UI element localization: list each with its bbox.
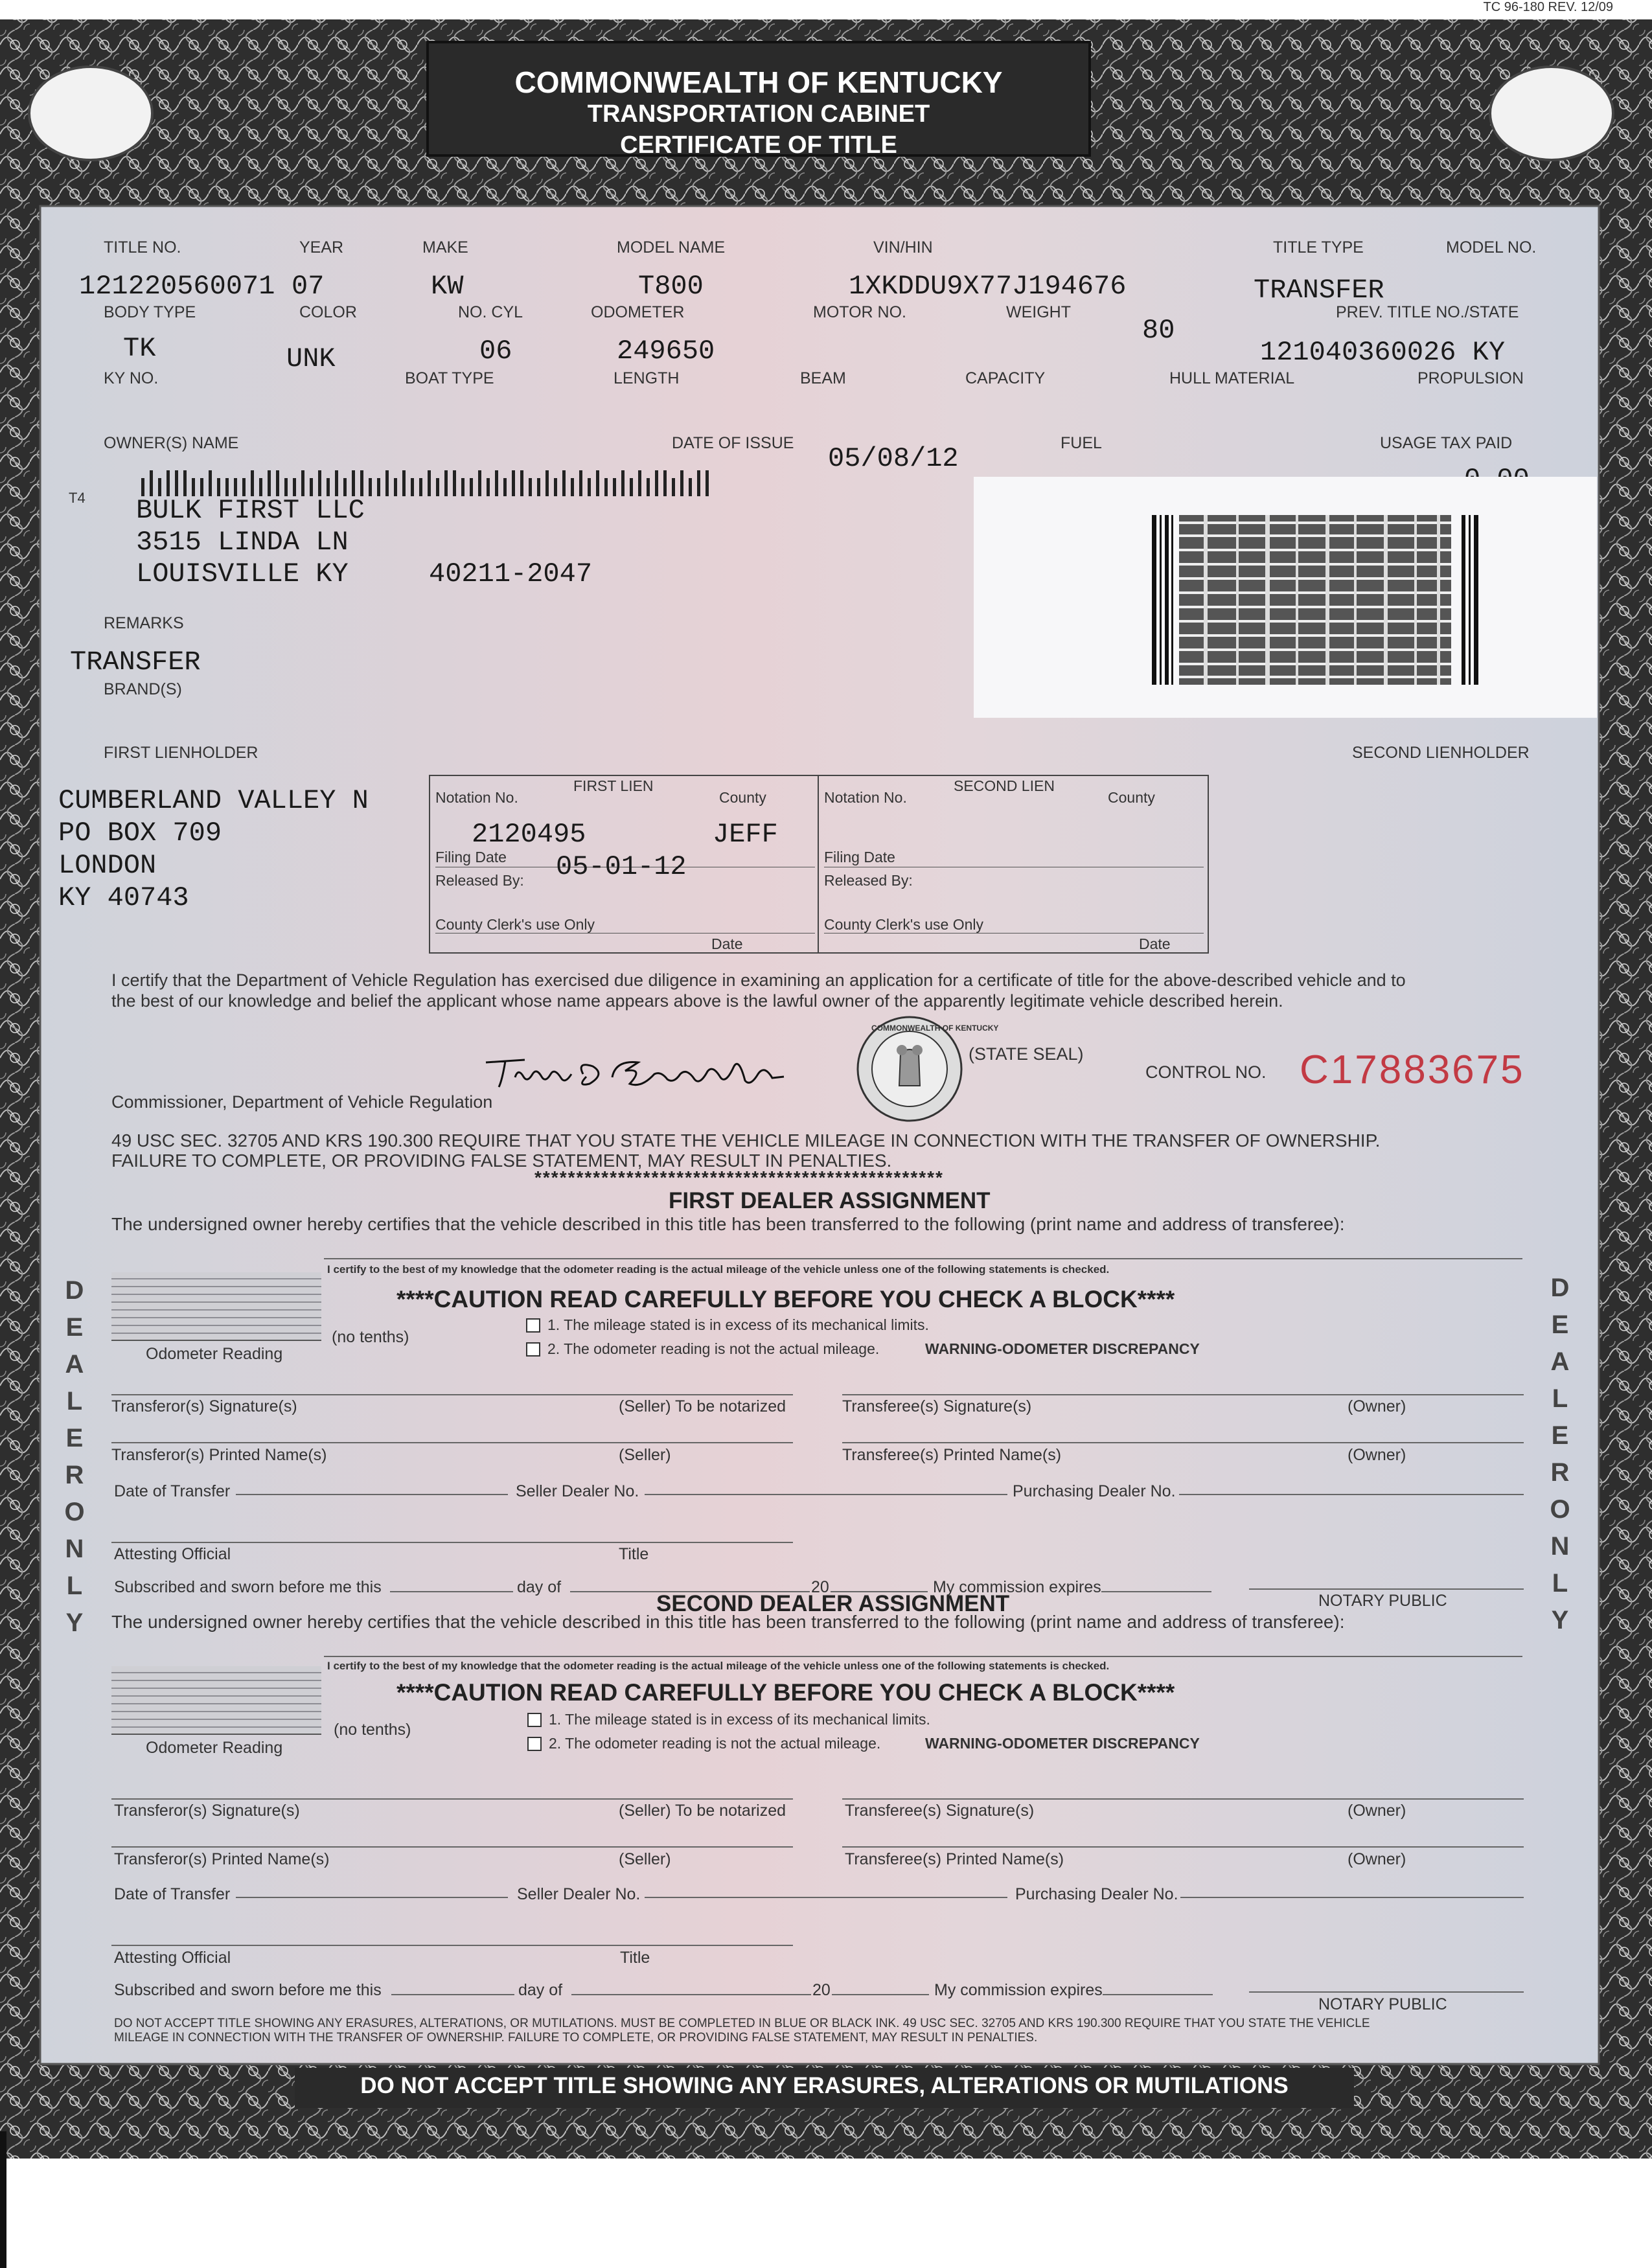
owner-code: T4 (69, 490, 86, 506)
first-purchasing-rule[interactable] (1179, 1494, 1524, 1495)
second-sig-rule-right[interactable] (842, 1798, 1524, 1800)
fine-print-2: MILEAGE IN CONNECTION WITH THE TRANSFER OF OWNERSHIP. FAILURE TO COMPLETE, OR PROVIDING FALSE STATEMENT, MAY RESULT IN PENALTIES. (114, 2031, 1038, 2045)
first-lien-title: FIRST LIEN (573, 777, 654, 794)
make: KW (431, 271, 464, 302)
first-day-of: day of (517, 1578, 562, 1596)
postal-barcode (141, 469, 724, 496)
control-no-label: CONTROL NO. (1145, 1062, 1267, 1082)
first-option-1: 1. The mileage stated is in excess of its mechanical limits. (547, 1316, 929, 1333)
second-attesting-rule[interactable] (111, 1945, 793, 1946)
date-of-issue: 05/08/12 (828, 443, 959, 474)
first-filing-label: Filing Date (435, 849, 507, 865)
second-transferor-name: Transferor(s) Printed Name(s) (114, 1850, 330, 1868)
label-model-no: MODEL NO. (1446, 238, 1537, 257)
second-checkbox-1[interactable] (527, 1713, 542, 1727)
second-sub-rule-2[interactable] (571, 1994, 811, 1995)
second-purchasing-rule[interactable] (1180, 1897, 1524, 1898)
label-vin: VIN/HIN (873, 238, 933, 257)
owner-zip: 40211-2047 (429, 558, 593, 590)
first-certify-odo: I certify to the best of my knowledge that the odometer reading is the actual mileage of the vehicle unless one of the following statements is checked. (327, 1263, 1110, 1276)
second-name-rule-right[interactable] (842, 1846, 1524, 1848)
first-odometer-box (111, 1272, 321, 1340)
first-title-label: Title (619, 1545, 649, 1563)
vin: 1XKDDU9X77J194676 (849, 271, 1127, 302)
first-checkbox-1[interactable] (526, 1318, 540, 1333)
lienholder-line4: KY 40743 (58, 882, 189, 913)
header-line2: TRANSPORTATION CABINET (587, 100, 930, 128)
label-fuel: FUEL (1061, 434, 1102, 452)
second-seller: (Seller) (619, 1850, 671, 1868)
second-sub-rule-3[interactable] (832, 1994, 929, 1995)
label-odometer: ODOMETER (591, 303, 685, 321)
first-county-label: County (719, 789, 766, 806)
second-odometer-rule (111, 1734, 321, 1735)
first-notary-rule[interactable] (1249, 1588, 1524, 1590)
first-sig-rule-right[interactable] (842, 1394, 1524, 1395)
odometer: 249650 (617, 336, 715, 367)
first-owner-1: (Owner) (1348, 1397, 1406, 1415)
second-caution: ****CAUTION READ CAREFULLY BEFORE YOU CHECK A BLOCK**** (396, 1679, 1175, 1706)
second-transferee-name: Transferee(s) Printed Name(s) (845, 1850, 1064, 1868)
first-name-rule-left[interactable] (111, 1442, 793, 1443)
first-assignment-title: FIRST DEALER ASSIGNMENT (669, 1188, 991, 1213)
label-title-no: TITLE NO. (104, 238, 181, 257)
first-year20: 20 (811, 1578, 829, 1596)
first-sub-rule-1[interactable] (390, 1591, 513, 1592)
first-sub-rule-4[interactable] (1101, 1591, 1211, 1592)
pdf417-barcode (1152, 515, 1482, 685)
first-odometer-rule (111, 1340, 321, 1341)
certification-line2: the best of our knowledge and belief the applicant whose name appears above is the lawful owner of the apparently legitimate vehicle described herein. (111, 991, 1283, 1011)
weight: 80 (1142, 315, 1175, 346)
second-date-rule[interactable] (236, 1897, 508, 1898)
second-county-label: County (1108, 789, 1155, 806)
label-motor-no: MOTOR NO. (813, 303, 906, 321)
second-transferee-sig: Transferee(s) Signature(s) (845, 1802, 1035, 1820)
lienholder-line2: PO BOX 709 (58, 818, 222, 849)
first-date-label: Date (711, 935, 743, 952)
warning-line2: FAILURE TO COMPLETE, OR PROVIDING FALSE STATEMENT, MAY RESULT IN PENALTIES. (111, 1151, 892, 1171)
first-transferee-sig: Transferee(s) Signature(s) (842, 1397, 1032, 1415)
second-seller-dealer: Seller Dealer No. (517, 1885, 641, 1903)
model-name: T800 (638, 271, 704, 302)
second-clerk-rule (824, 933, 1204, 934)
title-no: 121220560071 (79, 271, 275, 302)
label-propulsion: PROPULSION (1417, 369, 1524, 387)
second-sig-rule-left[interactable] (111, 1798, 793, 1800)
label-weight: WEIGHT (1006, 303, 1071, 321)
certification-line1: I certify that the Department of Vehicle Regulation has exercised due diligence in examining an application for a certificate of title for the above-described vehicle and to (111, 970, 1406, 990)
first-owner-2: (Owner) (1348, 1446, 1406, 1464)
label-beam: BEAM (800, 369, 846, 387)
year: 07 (292, 271, 325, 302)
label-usage-tax: USAGE TAX PAID (1380, 434, 1513, 452)
first-purchasing-dealer: Purchasing Dealer No. (1013, 1482, 1176, 1500)
bottom-banner: DO NOT ACCEPT TITLE SHOWING ANY ERASURES, ALTERATIONS OR MUTILATIONS (360, 2073, 1289, 2098)
first-transferor-sig: Transferor(s) Signature(s) (111, 1397, 297, 1415)
label-prev-title: PREV. TITLE NO./STATE (1336, 303, 1519, 321)
first-date-rule[interactable] (236, 1494, 508, 1495)
header-line1: COMMONWEALTH OF KENTUCKY (514, 65, 1003, 99)
fine-print-1: DO NOT ACCEPT TITLE SHOWING ANY ERASURES, ALTERATIONS, OR MUTILATIONS. MUST BE COMPLETED IN BLUE OR BLACK INK. 49 USC SEC. 32705 AND KRS 190.300 REQUIRE THAT YOU STATE THE VEHICLE (114, 2017, 1370, 2030)
lien-box-divider (818, 775, 819, 952)
lienholder-line1: CUMBERLAND VALLEY N (58, 785, 369, 816)
second-owner-2: (Owner) (1348, 1850, 1406, 1868)
second-released-label: Released By: (824, 872, 913, 889)
first-seller-dealer: Seller Dealer No. (516, 1482, 639, 1500)
second-transferor-sig: Transferor(s) Signature(s) (114, 1802, 300, 1820)
first-no-tenths: (no tenths) (332, 1328, 409, 1346)
first-name-rule-right[interactable] (842, 1442, 1524, 1443)
warning-line1: 49 USC SEC. 32705 AND KRS 190.300 REQUIRE THAT YOU STATE THE VEHICLE MILEAGE IN CONNECTION WITH THE TRANSFER OF OWNERSHIP. (111, 1130, 1381, 1151)
dealer-only-left: D E A L E R O N L Y (64, 1276, 85, 1637)
label-remarks: REMARKS (104, 614, 184, 632)
second-odometer-label: Odometer Reading (146, 1739, 283, 1757)
label-title-type: TITLE TYPE (1273, 238, 1364, 257)
first-notation-label: Notation No. (435, 789, 518, 806)
label-second-lienholder: SECOND LIENHOLDER (1352, 744, 1530, 762)
second-title-label: Title (620, 1949, 650, 1967)
first-transferor-name: Transferor(s) Printed Name(s) (111, 1446, 327, 1464)
second-date-transfer: Date of Transfer (114, 1885, 231, 1903)
second-odometer-box (111, 1666, 321, 1734)
second-notary-rule[interactable] (1249, 1991, 1524, 1993)
second-undersigned: The undersigned owner hereby certifies that the vehicle described in this title has been transferred to the following (print name and address of transferee): (111, 1612, 1345, 1632)
label-body-type: BODY TYPE (104, 303, 196, 321)
second-no-tenths: (no tenths) (334, 1721, 411, 1739)
second-lien-title: SECOND LIEN (954, 777, 1055, 794)
second-option-1: 1. The mileage stated is in excess of its mechanical limits. (549, 1711, 930, 1728)
first-seller-dealer-rule[interactable] (645, 1494, 1007, 1495)
label-year: YEAR (299, 238, 344, 257)
second-notation-label: Notation No. (824, 789, 907, 806)
label-capacity: CAPACITY (965, 369, 1046, 387)
second-subscribed: Subscribed and sworn before me this (114, 1981, 382, 1999)
first-odometer-label: Odometer Reading (146, 1345, 283, 1363)
second-commission: My commission expires (934, 1981, 1103, 1999)
second-day-of: day of (518, 1981, 563, 1999)
control-no: C17883675 (1300, 1048, 1525, 1092)
second-transferee-rule (324, 1656, 1522, 1657)
no-cyl: 06 (479, 336, 512, 367)
label-model-name: MODEL NAME (617, 238, 726, 257)
first-notation-no: 2120495 (472, 819, 586, 850)
second-clerk-label: County Clerk's use Only (824, 916, 983, 933)
first-released-label: Released By: (435, 872, 524, 889)
seal-text: COMMONWEALTH OF KENTUCKY (871, 1024, 999, 1033)
body-type: TK (123, 333, 156, 364)
second-sub-rule-1[interactable] (391, 1994, 514, 1995)
second-owner-1: (Owner) (1348, 1802, 1406, 1820)
remarks: TRANSFER (70, 647, 201, 678)
first-attesting: Attesting Official (114, 1545, 231, 1563)
owner-city: LOUISVILLE KY (136, 558, 349, 590)
label-ky-no: KY NO. (104, 369, 159, 387)
second-name-rule-left[interactable] (111, 1846, 793, 1848)
second-sub-rule-4[interactable] (1103, 1994, 1213, 1995)
first-checkbox-2[interactable] (526, 1342, 540, 1357)
label-no-cyl: NO. CYL (458, 303, 523, 321)
first-subscribed: Subscribed and sworn before me this (114, 1578, 382, 1596)
first-seller: (Seller) (619, 1446, 671, 1464)
second-purchasing-dealer: Purchasing Dealer No. (1015, 1885, 1178, 1903)
owner-name: BULK FIRST LLC (136, 495, 365, 526)
label-make: MAKE (422, 238, 468, 257)
dealer-only-right: D E A L E R O N L Y (1550, 1274, 1570, 1634)
first-date-transfer: Date of Transfer (114, 1482, 231, 1500)
first-sig-rule-left[interactable] (111, 1394, 793, 1395)
second-certify-odo: I certify to the best of my knowledge that the odometer reading is the actual mileage of the vehicle unless one of the following statements is checked. (327, 1660, 1110, 1672)
first-attesting-rule[interactable] (111, 1542, 793, 1543)
second-seller-notarized: (Seller) To be notarized (619, 1802, 786, 1820)
prev-title: 121040360026 KY (1260, 337, 1506, 368)
first-county: JEFF (713, 819, 778, 850)
header-line3: CERTIFICATE OF TITLE (620, 132, 897, 159)
first-option-2: 2. The odometer reading is not the actual mileage. (547, 1340, 880, 1357)
lienholder-line3: LONDON (58, 850, 157, 881)
commissioner-title: Commissioner, Department of Vehicle Regulation (111, 1092, 493, 1112)
second-discrepancy: WARNING-ODOMETER DISCREPANCY (925, 1735, 1200, 1752)
second-option-2: 2. The odometer reading is not the actual mileage. (549, 1735, 881, 1752)
second-attesting: Attesting Official (114, 1949, 231, 1967)
first-notary: NOTARY PUBLIC (1318, 1592, 1447, 1610)
first-filing-date: 05-01-12 (556, 851, 687, 882)
label-first-lienholder: FIRST LIENHOLDER (104, 744, 258, 762)
label-date-of-issue: DATE OF ISSUE (672, 434, 794, 452)
label-length: LENGTH (614, 369, 680, 387)
title-type: TRANSFER (1254, 275, 1384, 306)
second-assignment-title: SECOND DEALER ASSIGNMENT (656, 1591, 1010, 1616)
first-commission: My commission expires (933, 1578, 1101, 1596)
first-clerk-rule (435, 933, 815, 934)
first-clerk-label: County Clerk's use Only (435, 916, 595, 933)
second-notary: NOTARY PUBLIC (1318, 1995, 1447, 2013)
owner-address: 3515 LINDA LN (136, 527, 349, 558)
second-seller-dealer-rule[interactable] (645, 1897, 1007, 1898)
label-boat-type: BOAT TYPE (405, 369, 494, 387)
first-seller-notarized: (Seller) To be notarized (619, 1397, 786, 1415)
second-filing-label: Filing Date (824, 849, 895, 865)
color: UNK (286, 343, 336, 374)
first-undersigned: The undersigned owner hereby certifies that the vehicle described in this title has been transferred to the following (print name and address of transferee): (111, 1214, 1345, 1234)
label-color: COLOR (299, 303, 357, 321)
second-date-label: Date (1139, 935, 1171, 952)
first-transferee-rule (324, 1258, 1522, 1259)
state-seal-label: (STATE SEAL) (969, 1044, 1084, 1064)
label-hull: HULL MATERIAL (1169, 369, 1295, 387)
second-checkbox-2[interactable] (527, 1737, 542, 1751)
first-transferee-name: Transferee(s) Printed Name(s) (842, 1446, 1062, 1464)
second-year20: 20 (812, 1981, 831, 1999)
label-brands: BRAND(S) (104, 680, 182, 698)
first-caution: ****CAUTION READ CAREFULLY BEFORE YOU CHECK A BLOCK**** (396, 1286, 1175, 1312)
form-code: TC 96-180 REV. 12/09 (1483, 0, 1613, 14)
first-discrepancy: WARNING-ODOMETER DISCREPANCY (925, 1340, 1200, 1357)
warning-stars: ************************************************* (534, 1167, 944, 1187)
commissioner-signature (479, 1048, 849, 1094)
label-owners-name: OWNER(S) NAME (104, 434, 239, 452)
